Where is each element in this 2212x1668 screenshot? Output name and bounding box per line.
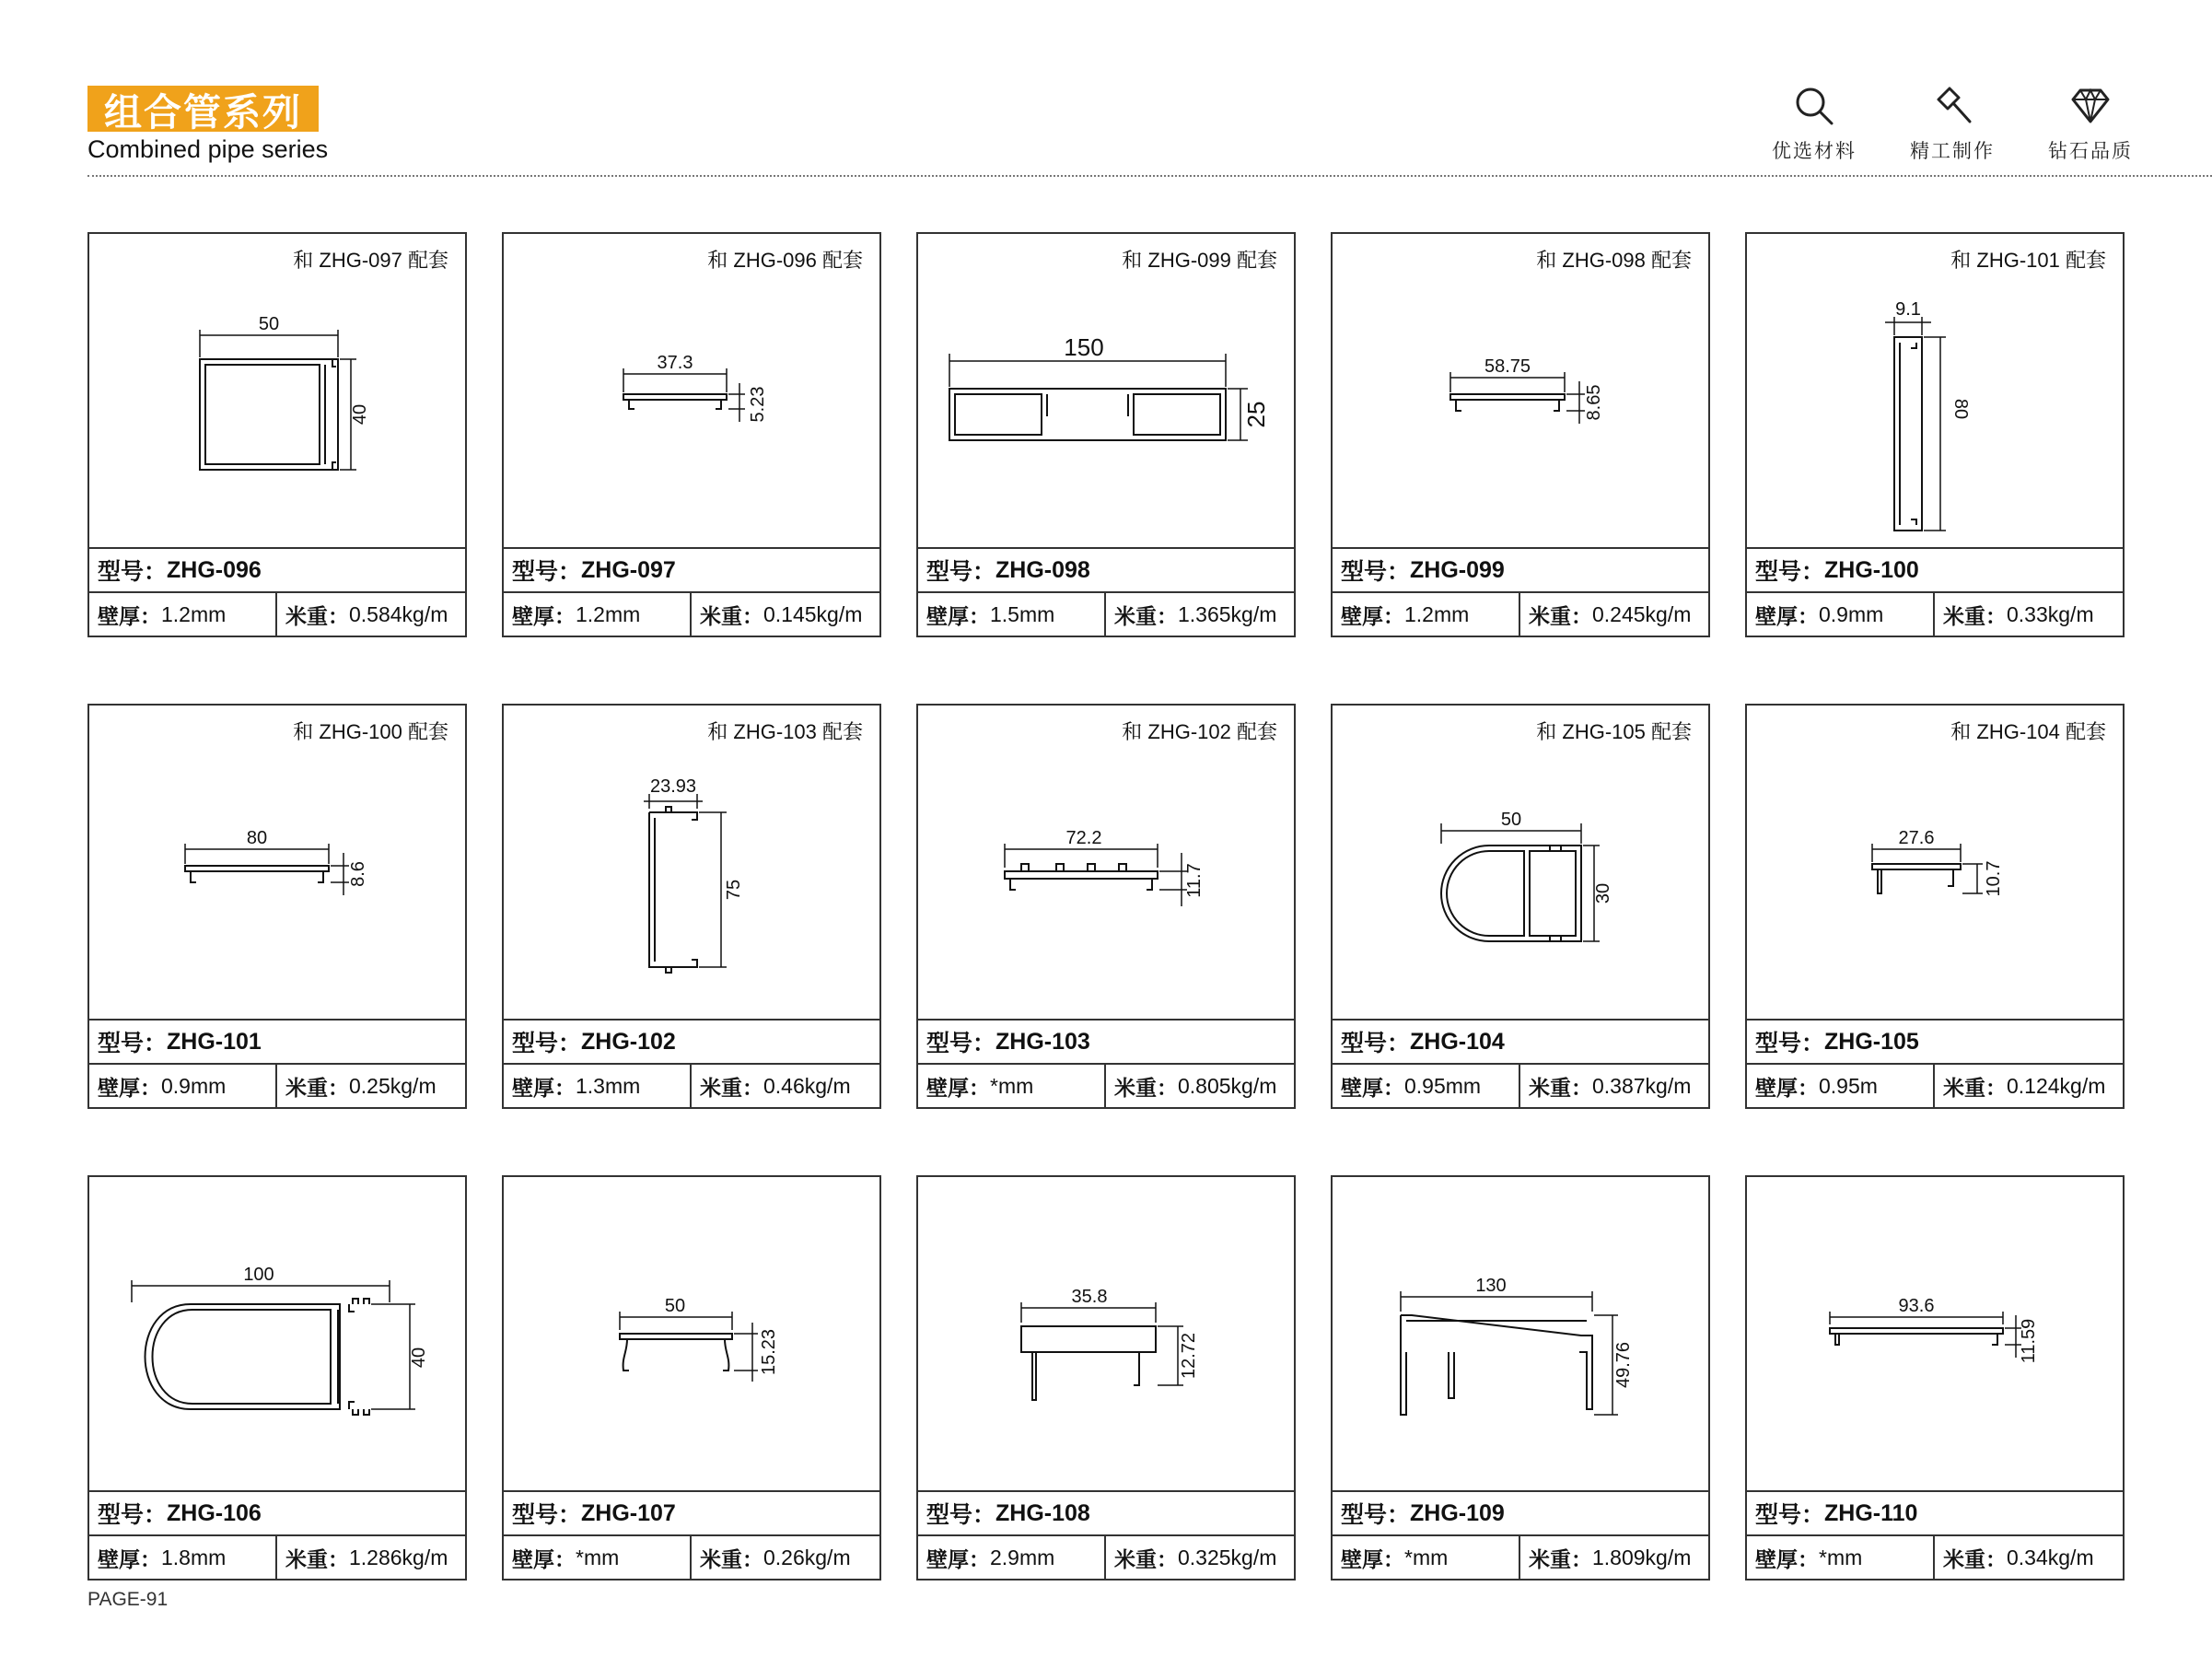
product-card xyxy=(502,1175,881,1581)
wall-thickness-cell xyxy=(1333,1536,1520,1579)
model-row xyxy=(89,1019,465,1063)
model-code: ZHG-109 xyxy=(1410,1499,1505,1526)
height-dimension: 75 xyxy=(724,879,744,901)
pairing-note: 和 ZHG-097 配套 xyxy=(293,249,448,272)
product-card xyxy=(1331,1175,1710,1581)
model-label: 型号： xyxy=(1755,1502,1825,1528)
profile-drawing-area xyxy=(1747,706,2123,1019)
weight-cell xyxy=(692,1065,879,1107)
height-dimension: 8.6 xyxy=(348,861,368,887)
weight-cell xyxy=(692,1536,879,1579)
height-dimension: 10.7 xyxy=(1984,860,2004,897)
model-row xyxy=(504,1019,879,1063)
wall-thickness-cell xyxy=(89,593,277,636)
pairing-note: 和 ZHG-099 配套 xyxy=(1122,249,1277,272)
width-dimension: 150 xyxy=(1064,333,1104,361)
model-label: 型号： xyxy=(926,1502,996,1528)
model-label: 型号： xyxy=(512,1502,582,1528)
spec-row xyxy=(1333,1063,1708,1107)
feature-label: 优选材料 xyxy=(1772,141,1857,162)
weight-cell xyxy=(1935,1536,2123,1579)
product-card xyxy=(1331,232,1710,637)
pairing-note: 和 ZHG-105 配套 xyxy=(1536,720,1692,743)
wall-thickness-value: *mm xyxy=(576,1545,620,1569)
profile-drawing xyxy=(1333,1177,1708,1490)
product-card xyxy=(502,232,881,637)
product-card xyxy=(916,1175,1296,1581)
profile-drawing-area xyxy=(1333,234,1708,547)
profile-drawing xyxy=(504,706,879,1019)
profile-drawing xyxy=(504,1177,879,1490)
series-subtitle: Combined pipe series xyxy=(87,135,329,163)
weight-cell xyxy=(277,1065,465,1107)
height-dimension: 15.23 xyxy=(759,1328,779,1376)
pairing-note: 和 ZHG-102 配套 xyxy=(1122,720,1277,743)
weight-value: 0.387kg/m xyxy=(1592,1073,1692,1098)
model-row xyxy=(1747,1019,2123,1063)
height-dimension: 40 xyxy=(350,403,370,426)
weight-cell xyxy=(1935,593,2123,636)
height-dimension: 30 xyxy=(1593,882,1613,904)
wall-label: 壁厚： xyxy=(926,603,990,628)
model-code: ZHG-104 xyxy=(1410,1028,1505,1055)
wall-label: 壁厚： xyxy=(98,1075,161,1100)
spec-row xyxy=(504,1534,879,1579)
feature-label: 精工制作 xyxy=(1910,141,1995,162)
weight-value: 0.34kg/m xyxy=(2007,1545,2094,1569)
profile-drawing-area xyxy=(504,706,879,1019)
profile-drawing-area xyxy=(1333,706,1708,1019)
product-card xyxy=(87,232,467,637)
series-title: 组合管系列 xyxy=(87,86,319,132)
model-label: 型号： xyxy=(926,559,996,585)
model-label: 型号： xyxy=(98,1502,168,1528)
model-row xyxy=(918,1490,1294,1534)
width-dimension: 50 xyxy=(1500,810,1522,830)
width-dimension: 80 xyxy=(246,828,268,848)
profile-drawing xyxy=(918,706,1294,1019)
wall-thickness-value: 0.95m xyxy=(1819,1073,1878,1098)
weight-label: 米重： xyxy=(1114,603,1178,628)
model-code: ZHG-100 xyxy=(1824,556,1919,583)
profile-drawing xyxy=(89,706,465,1019)
wall-label: 壁厚： xyxy=(1341,1075,1404,1100)
spec-row xyxy=(1333,591,1708,636)
model-code: ZHG-110 xyxy=(1824,1499,1918,1526)
wall-label: 壁厚： xyxy=(512,603,576,628)
spec-row xyxy=(918,1534,1294,1579)
wall-label: 壁厚： xyxy=(98,603,161,628)
wall-thickness-value: 0.9mm xyxy=(161,1073,227,1098)
wall-thickness-value: 1.2mm xyxy=(161,601,227,626)
weight-value: 0.46kg/m xyxy=(763,1073,851,1098)
weight-value: 0.584kg/m xyxy=(349,601,448,626)
weight-value: 0.245kg/m xyxy=(1592,601,1692,626)
weight-value: 0.325kg/m xyxy=(1178,1545,1277,1569)
profile-drawing xyxy=(1747,234,2123,547)
profile-drawing xyxy=(918,1177,1294,1490)
weight-cell xyxy=(1106,593,1294,636)
wall-thickness-value: *mm xyxy=(1819,1545,1863,1569)
profile-drawing-area xyxy=(918,1177,1294,1490)
product-card xyxy=(916,704,1296,1109)
weight-label: 米重： xyxy=(1529,603,1592,628)
profile-drawing-area xyxy=(504,1177,879,1490)
wall-thickness-value: 1.2mm xyxy=(576,601,641,626)
wall-thickness-value: 1.3mm xyxy=(576,1073,641,1098)
spec-row xyxy=(504,591,879,636)
weight-cell xyxy=(277,593,465,636)
weight-label: 米重： xyxy=(1529,1075,1592,1100)
model-code: ZHG-107 xyxy=(581,1499,676,1526)
weight-value: 1.286kg/m xyxy=(349,1545,448,1569)
width-dimension: 50 xyxy=(258,314,280,334)
weight-cell xyxy=(1520,593,1708,636)
feature-icons xyxy=(1750,85,2136,168)
wall-thickness-cell xyxy=(1747,593,1935,636)
weight-label: 米重： xyxy=(1529,1546,1592,1571)
width-dimension: 72.2 xyxy=(1065,828,1102,848)
spec-row xyxy=(504,1063,879,1107)
model-code: ZHG-096 xyxy=(167,556,262,583)
diamond-icon xyxy=(2069,85,2112,127)
height-dimension: 25 xyxy=(1242,401,1270,428)
wall-thickness-cell xyxy=(504,593,692,636)
height-dimension: 49.76 xyxy=(1613,1341,1634,1389)
width-dimension: 27.6 xyxy=(1898,828,1935,848)
model-code: ZHG-099 xyxy=(1410,556,1505,583)
height-dimension: 80 xyxy=(1950,398,1971,420)
weight-label: 米重： xyxy=(285,603,349,628)
wall-thickness-value: *mm xyxy=(1404,1545,1449,1569)
model-label: 型号： xyxy=(98,1031,168,1056)
wall-thickness-cell xyxy=(918,1536,1106,1579)
model-label: 型号： xyxy=(98,559,168,585)
model-label: 型号： xyxy=(512,1031,582,1056)
wall-thickness-value: 1.5mm xyxy=(990,601,1055,626)
wall-thickness-cell xyxy=(89,1536,277,1579)
profile-drawing-area xyxy=(918,234,1294,547)
weight-cell xyxy=(1935,1065,2123,1107)
model-code: ZHG-108 xyxy=(995,1499,1090,1526)
weight-value: 1.365kg/m xyxy=(1178,601,1277,626)
page-number: PAGE-91 xyxy=(87,1589,169,1610)
wall-label: 壁厚： xyxy=(512,1546,576,1571)
weight-label: 米重： xyxy=(700,1075,763,1100)
wall-label: 壁厚： xyxy=(512,1075,576,1100)
model-code: ZHG-106 xyxy=(167,1499,262,1526)
weight-cell xyxy=(277,1536,465,1579)
weight-value: 0.33kg/m xyxy=(2007,601,2094,626)
model-code: ZHG-102 xyxy=(581,1028,676,1055)
width-dimension: 9.1 xyxy=(1895,299,1921,320)
width-dimension: 23.93 xyxy=(649,776,697,797)
spec-row xyxy=(1747,1063,2123,1107)
magnifier-icon xyxy=(1793,85,1835,127)
model-code: ZHG-098 xyxy=(995,556,1090,583)
height-dimension: 8.65 xyxy=(1584,384,1604,421)
weight-label: 米重： xyxy=(700,603,763,628)
height-dimension: 12.72 xyxy=(1179,1332,1199,1380)
model-row xyxy=(89,547,465,591)
width-dimension: 130 xyxy=(1475,1276,1507,1296)
wall-label: 壁厚： xyxy=(926,1546,990,1571)
weight-label: 米重： xyxy=(285,1546,349,1571)
weight-value: 0.805kg/m xyxy=(1178,1073,1277,1098)
wall-label: 壁厚： xyxy=(926,1075,990,1100)
weight-cell xyxy=(1106,1536,1294,1579)
pairing-note: 和 ZHG-104 配套 xyxy=(1950,720,2106,743)
pairing-note: 和 ZHG-103 配套 xyxy=(707,720,863,743)
product-grid xyxy=(87,232,2125,1581)
model-row xyxy=(1747,547,2123,591)
weight-value: 0.145kg/m xyxy=(763,601,863,626)
height-dimension: 11.7 xyxy=(1184,863,1205,898)
wall-label: 壁厚： xyxy=(1755,603,1819,628)
weight-value: 0.25kg/m xyxy=(349,1073,437,1098)
height-dimension: 40 xyxy=(409,1347,429,1369)
wall-thickness-value: 2.9mm xyxy=(990,1545,1055,1569)
wall-thickness-value: 0.9mm xyxy=(1819,601,1884,626)
profile-drawing-area xyxy=(1747,234,2123,547)
model-label: 型号： xyxy=(512,559,582,585)
weight-cell xyxy=(1520,1536,1708,1579)
wall-label: 壁厚： xyxy=(1755,1546,1819,1571)
profile-drawing-area xyxy=(89,706,465,1019)
spec-row xyxy=(1333,1534,1708,1579)
weight-label: 米重： xyxy=(700,1546,763,1571)
weight-value: 1.809kg/m xyxy=(1592,1545,1692,1569)
product-card xyxy=(502,704,881,1109)
product-card xyxy=(1745,232,2125,637)
product-card xyxy=(1331,704,1710,1109)
product-card xyxy=(1745,704,2125,1109)
model-code: ZHG-105 xyxy=(1824,1028,1919,1055)
weight-value: 0.124kg/m xyxy=(2007,1073,2106,1098)
pairing-note: 和 ZHG-100 配套 xyxy=(293,720,448,743)
model-label: 型号： xyxy=(1341,559,1411,585)
weight-label: 米重： xyxy=(1943,1075,2007,1100)
weight-cell xyxy=(1106,1065,1294,1107)
width-dimension: 93.6 xyxy=(1898,1296,1935,1316)
model-code: ZHG-103 xyxy=(995,1028,1090,1055)
feature-quality-materials xyxy=(1750,85,1879,168)
model-code: ZHG-101 xyxy=(167,1028,262,1055)
weight-label: 米重： xyxy=(1943,1546,2007,1571)
profile-drawing-area xyxy=(89,1177,465,1490)
wall-label: 壁厚： xyxy=(1341,603,1404,628)
wall-thickness-value: 1.2mm xyxy=(1404,601,1470,626)
product-card xyxy=(87,1175,467,1581)
model-row xyxy=(918,547,1294,591)
profile-drawing-area xyxy=(89,234,465,547)
spec-row xyxy=(918,591,1294,636)
wall-thickness-value: 1.8mm xyxy=(161,1545,227,1569)
model-label: 型号： xyxy=(1341,1502,1411,1528)
hammer-icon xyxy=(1931,85,1973,127)
width-dimension: 50 xyxy=(664,1296,686,1316)
model-row xyxy=(1333,1490,1708,1534)
spec-row xyxy=(89,591,465,636)
wall-thickness-cell xyxy=(504,1065,692,1107)
header-divider xyxy=(87,175,2212,177)
wall-thickness-value: 0.95mm xyxy=(1404,1073,1482,1098)
model-label: 型号： xyxy=(1341,1031,1411,1056)
model-row xyxy=(504,1490,879,1534)
product-card xyxy=(1745,1175,2125,1581)
width-dimension: 58.75 xyxy=(1484,356,1531,377)
profile-drawing xyxy=(1333,706,1708,1019)
wall-thickness-cell xyxy=(1747,1536,1935,1579)
pairing-note: 和 ZHG-101 配套 xyxy=(1950,249,2106,272)
model-label: 型号： xyxy=(1755,559,1825,585)
weight-cell xyxy=(1520,1065,1708,1107)
weight-cell xyxy=(692,593,879,636)
wall-thickness-cell xyxy=(504,1536,692,1579)
wall-thickness-cell xyxy=(1333,1065,1520,1107)
spec-row xyxy=(1747,591,2123,636)
width-dimension: 35.8 xyxy=(1071,1287,1108,1307)
feature-label: 钻石品质 xyxy=(2048,141,2133,162)
profile-drawing-area xyxy=(1747,1177,2123,1490)
profile-drawing xyxy=(89,1177,465,1490)
profile-drawing-area xyxy=(1333,1177,1708,1490)
height-dimension: 11.59 xyxy=(2019,1318,2039,1364)
profile-drawing xyxy=(504,234,879,547)
profile-drawing xyxy=(918,234,1294,547)
profile-drawing-area xyxy=(504,234,879,547)
feature-diamond-quality xyxy=(2026,85,2155,168)
model-row xyxy=(1333,1019,1708,1063)
profile-drawing xyxy=(89,234,465,547)
wall-label: 壁厚： xyxy=(1755,1075,1819,1100)
spec-row xyxy=(89,1063,465,1107)
pairing-note: 和 ZHG-096 配套 xyxy=(707,249,863,272)
profile-drawing xyxy=(1747,706,2123,1019)
model-row xyxy=(1333,547,1708,591)
wall-thickness-cell xyxy=(1333,593,1520,636)
profile-drawing-area xyxy=(918,706,1294,1019)
pairing-note: 和 ZHG-098 配套 xyxy=(1536,249,1692,272)
weight-value: 0.26kg/m xyxy=(763,1545,851,1569)
wall-thickness-cell xyxy=(918,593,1106,636)
model-label: 型号： xyxy=(1755,1031,1825,1056)
wall-thickness-cell xyxy=(1747,1065,1935,1107)
model-row xyxy=(918,1019,1294,1063)
spec-row xyxy=(1747,1534,2123,1579)
wall-thickness-cell xyxy=(89,1065,277,1107)
profile-drawing xyxy=(1747,1177,2123,1490)
feature-fine-craft xyxy=(1888,85,2017,168)
model-row xyxy=(1747,1490,2123,1534)
wall-thickness-cell xyxy=(918,1065,1106,1107)
wall-label: 壁厚： xyxy=(1341,1546,1404,1571)
height-dimension: 5.23 xyxy=(748,386,768,423)
product-card xyxy=(916,232,1296,637)
product-card xyxy=(87,704,467,1109)
model-label: 型号： xyxy=(926,1031,996,1056)
weight-label: 米重： xyxy=(1114,1075,1178,1100)
profile-drawing xyxy=(1333,234,1708,547)
width-dimension: 100 xyxy=(243,1265,274,1285)
weight-label: 米重： xyxy=(1943,603,2007,628)
wall-label: 壁厚： xyxy=(98,1546,161,1571)
model-row xyxy=(89,1490,465,1534)
model-row xyxy=(504,547,879,591)
spec-row xyxy=(89,1534,465,1579)
width-dimension: 37.3 xyxy=(657,353,693,373)
spec-row xyxy=(918,1063,1294,1107)
model-code: ZHG-097 xyxy=(581,556,676,583)
weight-label: 米重： xyxy=(1114,1546,1178,1571)
weight-label: 米重： xyxy=(285,1075,349,1100)
wall-thickness-value: *mm xyxy=(990,1073,1034,1098)
